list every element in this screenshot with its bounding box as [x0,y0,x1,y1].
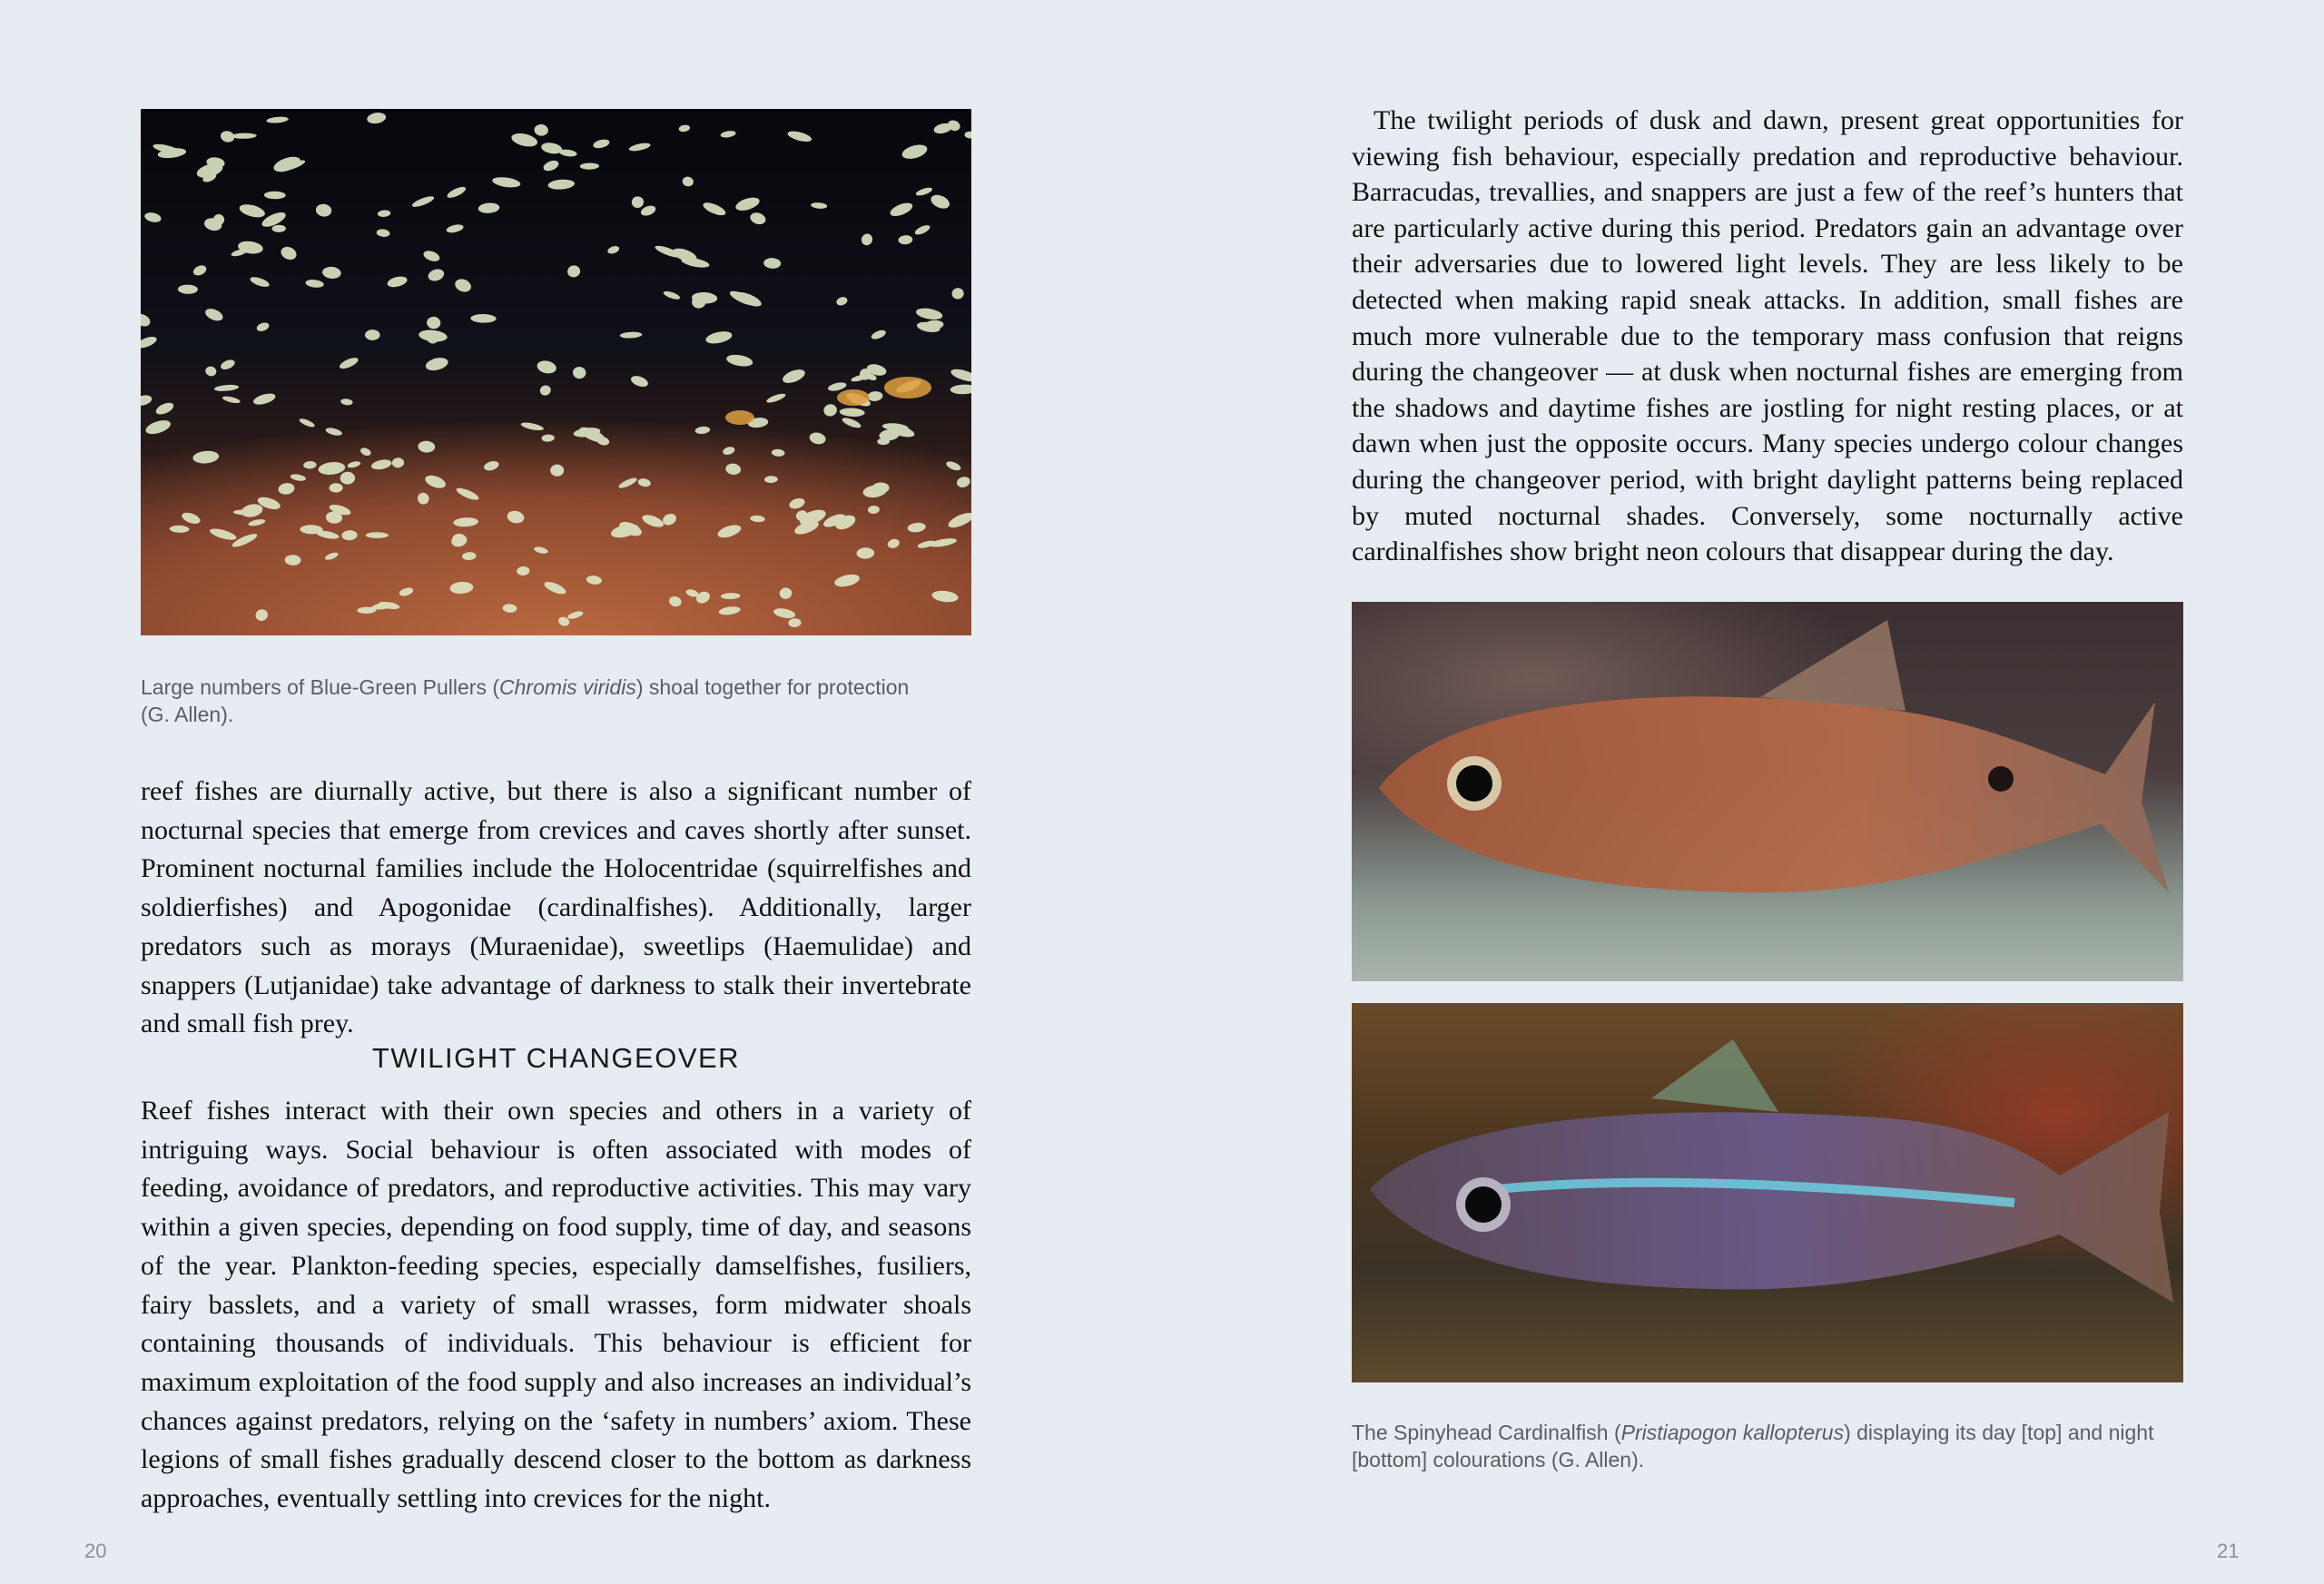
shoal-fish [702,200,728,218]
shoal-fish [378,210,391,218]
species-name-italic: Chromis viridis [499,675,636,699]
shoal-fish [566,610,584,621]
shoal-fish [462,552,477,561]
shoal-fish [915,307,943,321]
shoal-fish [285,555,301,566]
shoal-fish [266,116,289,124]
shoal-fish [580,162,599,170]
shoal-fish [241,502,264,518]
shoal-fish [446,223,465,234]
shoal-fish [907,522,926,534]
shoal-fish [682,175,694,187]
shoal-fish [455,486,480,502]
shoal-fish [945,459,962,472]
shoal-fish [517,566,530,576]
shoal-fish [749,211,767,226]
page-number-left: 20 [84,1540,107,1562]
shoal-fish [822,403,838,418]
body-paragraph-twilight: The twilight periods of dusk and dawn, present great opportunities for viewing fish behaviour, especially predation and reproductive behaviour. Barracudas, trevallies, and snappers are just a few of the reef’s hunters that are particularly active during this period. Predators gain an advantage over their adversaries due to lowered light levels. They are less likely to be detected when making rapid sneak attacks. In addition, small fishes are much more vulnerable due to the temporary mass confusion that reigns during the changeover — at dusk when nocturnal fishes are emerging from the shadows and daytime fishes are jostling for night resting places, or at dawn when just the opposite occurs. Many species undergo colour changes during the changeover period, with bright daylight patterns being replaced by muted nocturnal shades. Conversely, some nocturnally active cardinalfishes show bright neon colours that disappear during the day. [1352,105,2183,567]
shoal-fish [248,518,266,527]
shoal-fish [255,321,270,333]
shoal-fish [141,393,153,407]
shoal-fish [721,593,741,600]
shoal-fish [639,204,656,218]
shoal-fish [950,384,971,395]
shoal-fish [720,130,736,139]
shoal-fish [450,533,468,548]
shoal-fish [543,579,567,596]
shoal-fish [446,185,468,201]
cardinalfish-day-photo [1352,602,2183,981]
shoal-fish [779,587,793,600]
shoal-fish [419,329,448,343]
shoal-fish [391,457,404,468]
shoal-fish [867,390,883,401]
shoal-fish [781,367,807,386]
shoal-fish [592,138,610,150]
shoal-fish [678,124,690,133]
shoal-fish [586,575,602,585]
shoal-fish [399,586,415,597]
shoal-fish [365,330,380,340]
shoal-fish [536,359,557,376]
shoal-fish [722,446,735,457]
shoal-fish [534,546,549,555]
pullers-shoal-photo [141,109,971,635]
shoal-fish [734,195,762,213]
shoal-fish [322,266,342,280]
shoal-fish [870,329,887,341]
shoal-fish [950,367,971,384]
shoal-fish [141,311,153,329]
shoal-fish [946,510,971,531]
shoal-fish [340,398,353,407]
shoal-fish [765,392,786,405]
shoal-fish [376,229,390,238]
shoal-fish [418,440,435,453]
shoal-fish [423,473,447,490]
shoal-fish [470,314,497,323]
shoal-fish [572,366,586,379]
shoal-fish [617,476,638,489]
shoal-fish [318,461,346,477]
shoal-fish [424,356,449,373]
shoal-fish [506,509,525,525]
shoal-fish [359,447,372,457]
shoal-fish [178,284,198,294]
shoal-fish [238,202,266,220]
shoal-fish [324,551,340,561]
shoal-fish [629,374,649,389]
shoal-fish [453,517,478,526]
shoal-fish [839,408,864,418]
shoal-fish [964,131,971,138]
shoal-fish [631,195,645,209]
shoal-fish [538,384,552,397]
shoal-fish [315,203,332,218]
shoal-fish [154,400,175,417]
shoal-fish [718,605,741,616]
shoal-fish [422,249,441,263]
shoal-fish [338,356,359,371]
shoal-fish [889,201,915,219]
section-heading: TWILIGHT CHANGEOVER [371,1042,741,1074]
shoal-fish [492,175,522,189]
shoal-fish [220,358,237,371]
shoal-fish [144,418,172,437]
shoal-fish [502,604,517,613]
cardinalfish-day-illustration [1352,602,2183,981]
shoal-fish [204,365,218,378]
page-number-right: 21 [2217,1540,2240,1562]
shoal-fish [786,129,812,143]
shoal-fish [913,223,931,236]
shoal-fish [868,506,880,514]
shoal-fish [278,482,296,496]
shoal-fish [950,287,964,300]
shoal-fish [541,434,555,442]
shoal-fish [305,279,324,289]
shoal-fish [606,245,620,255]
shoal-fish [931,589,959,603]
shoal-fish [209,526,238,542]
shoal-fish [764,476,778,483]
shoal-fish [478,202,499,214]
body-paragraph-nocturnal: reef fishes are diurnally active, but there is also a significant number of nocturnal species that emerge from crevices and caves shortly after sunset. Prominent nocturnal families include the Holocentridae (squirrelfishes and soldierfishes) and Apogonidae (cardinalfishes). Additionally, larger predators such as morays (Muraenidae), sweetlips (Haemulidae) and snappers (Lutjanidae) take advantage of darkness to stalk their invertebrate and small fish prey. [141,776,971,1039]
shoal-fish [366,112,387,125]
shoal-fish [411,194,436,209]
shoal-fish [750,515,765,522]
shoal-fish [347,460,361,469]
fish-shoal-illustration [141,109,971,635]
body-paragraph-social-behaviour: Reef fishes interact with their own species and others in a variety of intriguing ways. Social behaviour is often associated with modes of feeding, avoidance of predators, and reproductive activities. This may vary within a given species, depending on food supply, time of day, and seasons of the year. Plankton-feeding species, especially damselfishes, fusiliers, fairy basslets, and a variety of small wrasses, form midwater shoals containing thousands of individuals. This behaviour is efficient for maximum exploitation of the food supply and also increases an individual’s chances against predators, relying on the ‘safety in numbers’ axiom. These legions of small fishes gradually descend closer to the bottom as darkness approaches, eventually settling into crevices for the night. [141,1096,971,1514]
shoal-fish [192,450,220,465]
shoal-fish [254,607,270,623]
cardinalfish-night-illustration [1352,1003,2183,1382]
shoal-fish [340,472,355,485]
shoal-fish [170,525,190,533]
shoal-fish [763,258,782,270]
shoal-fish [788,618,802,628]
shoal-fish [483,459,500,472]
shoal-fish [203,306,224,323]
shoal-fish [566,264,582,279]
shoal-fish [181,510,202,526]
shoal-fish [141,334,158,349]
shoal-fish [252,391,277,407]
shoal-fish [453,277,473,294]
shoal-fish [620,331,643,339]
shoal-fish [788,497,806,511]
shoal-fish [773,606,796,619]
shoal-fish [357,606,376,614]
shoal-fish [325,427,343,437]
shoal-fish [811,202,828,209]
shoal-fish [835,296,849,307]
shoal-fish [426,316,441,330]
shoal-fish [725,353,753,369]
shoal-fish [663,290,681,300]
shoal-fish [540,142,563,155]
shoal-fish [827,381,847,393]
shoal-fish [860,232,874,248]
shoal-fish [271,225,286,232]
photo-caption-cardinalfish: The Spinyhead Cardinalfish (Pristiapogon kallopterus) displaying its day [top] and night [bottom] colourations (G. Allen). [1352,1421,2154,1471]
shoal-fish [143,212,162,224]
shoal-fish [542,159,560,173]
shoal-fish [214,384,240,392]
shoal-fish [915,186,933,197]
shoal-fish [637,477,652,487]
shoal-fish [901,143,929,162]
shoal-fish [550,464,564,477]
shoal-fish [249,275,271,289]
shoal-fish [264,191,286,199]
shoal-fish [841,416,862,429]
photo-caption-pullers: Large numbers of Blue-Green Pullers (Chromis viridis) shoal together for protection (G. Allen). [141,675,910,726]
shoal-fish [416,491,430,507]
shoal-fish [231,531,259,549]
shoal-fish [231,133,257,139]
shoal-fish [929,536,957,548]
shoal-fish [886,537,901,549]
shoal-fish [929,192,951,212]
shoal-fish [449,581,474,595]
shoal-fish [808,431,826,446]
shoal-fish [704,330,733,346]
shoal-fish [192,263,208,277]
shoal-fish [856,547,874,559]
shoal-fish [898,235,912,245]
shoal-fish [366,532,389,538]
shoal-fish [427,267,446,282]
shoal-fish [520,421,544,432]
shoal-fish [833,572,861,588]
species-name-italic: Pristiapogon kallopterus [1620,1421,1845,1444]
shoal-fish [329,483,342,493]
shoal-fish [279,244,298,261]
shoal-fish [370,458,392,471]
shoal-fish [668,595,683,608]
shoal-fish [716,523,743,540]
shoal-fish [772,448,785,457]
shoal-fish [955,475,971,488]
shoal-fish [694,426,710,435]
shoal-fish [641,513,665,530]
shoal-fish [725,463,742,476]
shoal-fish [510,131,538,148]
shoal-fish [222,395,241,404]
shoal-fish [534,123,548,136]
shoal-fish [220,130,236,143]
shoal-fish [341,530,358,541]
shoal-fish [628,142,651,152]
shoal-fish [290,473,306,482]
shoal-fish [547,179,575,191]
shoal-fish [386,275,408,290]
shoal-fish [303,461,317,469]
shoal-fish [300,525,322,534]
shoal-fish [299,417,316,428]
cardinalfish-night-photo [1352,1003,2183,1382]
